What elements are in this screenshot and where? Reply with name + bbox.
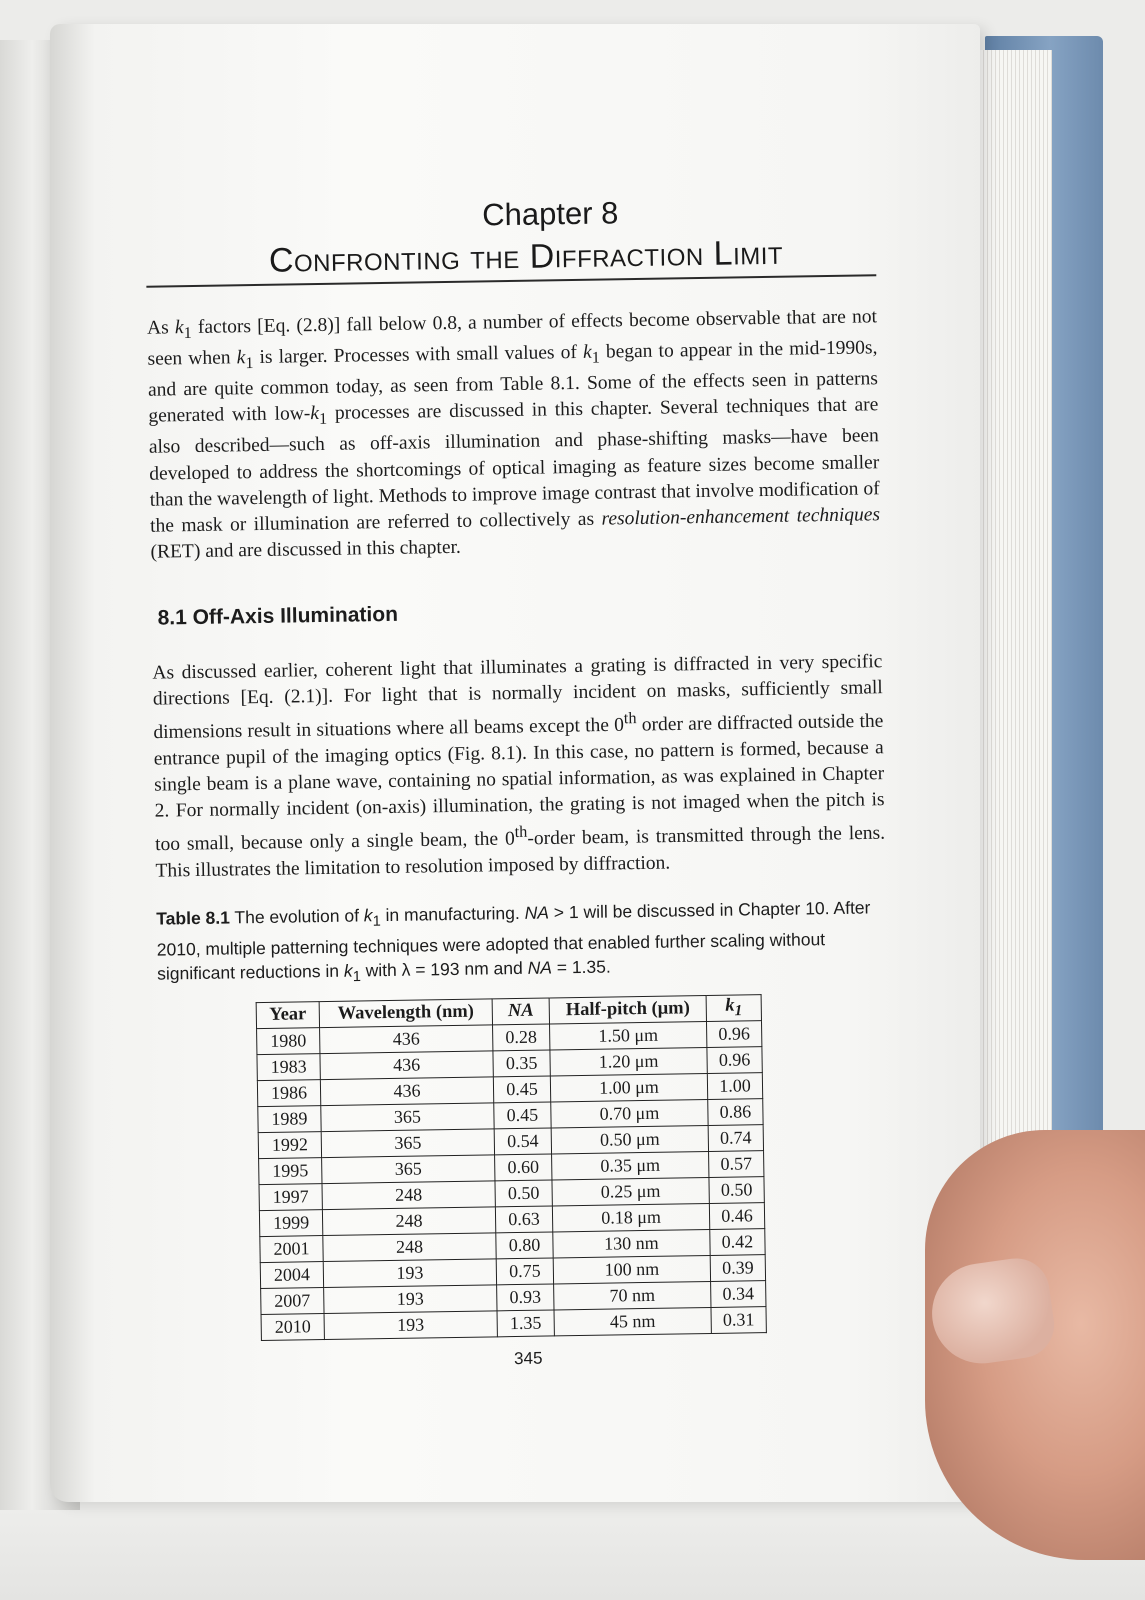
table-body	[257, 1021, 767, 1341]
header-k1: $k_1$	[706, 995, 761, 1022]
cell-year: 1997	[259, 1184, 322, 1211]
intro-paragraph: As $k_1$ factors [Eq. (2.8)] fall below 0.8, a number of effects become observable that are not seen when $k_1$ is larger. Processes with small values of $k_1$ began to appear in the mid-1990s, and are quite common today, as seen from Table 8.1. Some of the effects seen in patterns generated with low-$k_1$ processes are discussed in this chapter. Several techniques that are also described—such as off-axis illumination and phase-shifting masks—have been developed to address the shortcomings of optical imaging as feature sizes become smaller than the wavelength of light. Methods to improve image contrast that involve modification of the mask or illumination are referred to collectively as resolution-enhancement techniques (RET) and are discussed in this chapter.	[146, 306, 881, 563]
cell-year: 2010	[261, 1314, 324, 1341]
cell-wavelength: 365	[321, 1103, 494, 1132]
page-number: 345	[513, 1348, 543, 1369]
cell-k1: 0.74	[708, 1125, 763, 1152]
header-wavelength: Wavelength (nm)	[319, 999, 492, 1028]
cell-wavelength: 365	[321, 1129, 494, 1158]
cell-na: 0.45	[493, 1076, 550, 1103]
cell-k1: 0.86	[708, 1099, 763, 1126]
table-caption: Table 8.1 The evolution of $k_1$ in manufacturing. NA > 1 will be discussed in Chapter 10. After 2010, multiple patterning techniques were adopted that enabled further scaling without significant reductions in $k_1$ with λ = 193 nm and NA = 1.35.	[156, 897, 871, 985]
cell-wavelength: 365	[322, 1155, 495, 1184]
cell-wavelength: 248	[323, 1233, 496, 1262]
cell-half-pitch: 130 nm	[553, 1230, 710, 1258]
page-content	[145, 190, 893, 1374]
cell-k1: 0.46	[709, 1203, 764, 1230]
cell-year: 1995	[259, 1158, 322, 1185]
header-half-pitch: Half-pitch (μm)	[549, 996, 706, 1024]
cell-wavelength: 193	[323, 1259, 496, 1288]
cell-wavelength: 436	[320, 1077, 493, 1106]
cell-k1: 0.96	[706, 1021, 761, 1048]
cell-year: 1992	[258, 1132, 321, 1159]
cell-year: 1983	[257, 1054, 320, 1081]
cell-year: 2001	[260, 1236, 323, 1263]
cell-wavelength: 248	[322, 1207, 495, 1236]
cell-k1: 0.39	[710, 1255, 765, 1282]
cell-half-pitch: 0.18 μm	[552, 1204, 709, 1232]
cell-na: 0.60	[495, 1154, 552, 1181]
cell-wavelength: 436	[320, 1025, 493, 1054]
cell-half-pitch: 70 nm	[554, 1282, 711, 1310]
cell-wavelength: 193	[324, 1311, 497, 1340]
cell-wavelength: 193	[324, 1285, 497, 1314]
cell-wavelength: 248	[322, 1181, 495, 1210]
header-na: NA	[492, 998, 549, 1025]
cell-half-pitch: 100 nm	[553, 1256, 710, 1284]
cell-half-pitch: 0.25 μm	[552, 1178, 709, 1206]
cell-year: 2004	[260, 1262, 323, 1289]
chapter-title: Confronting the Diffraction Limit	[268, 233, 784, 280]
chapter-label: Chapter 8	[481, 195, 619, 233]
cell-k1: 1.00	[707, 1073, 762, 1100]
cell-na: 0.45	[494, 1102, 551, 1129]
section-heading: 8.1 Off-Axis Illumination	[157, 602, 399, 630]
cell-na: 0.54	[494, 1128, 551, 1155]
cell-year: 1986	[257, 1080, 320, 1107]
section-paragraph: As discussed earlier, coherent light that illuminates a grating is diffracted in very specific directions [Eq. (2.1)]. For light that is normally incident on masks, sufficiently small dimensions result in situations where all beams except the 0th order are diffracted outside the entrance pupil of the imaging optics (Fig. 8.1). In this case, no pattern is formed, because a single beam is a plane wave, containing no spatial information, as was explained in Chapter 2. For normally incident (on-axis) illumination, the grating is not imaged when the pitch is too small, because only a single beam, the 0th-order beam, is transmitted through the lens. This illustrates the limitation to resolution imposed by diffraction.	[152, 650, 886, 882]
cell-na: 0.80	[496, 1232, 553, 1259]
cell-year: 1989	[258, 1106, 321, 1133]
cell-k1: 0.42	[710, 1229, 765, 1256]
cell-k1: 0.57	[709, 1151, 764, 1178]
cell-half-pitch: 1.50 μm	[550, 1022, 707, 1050]
cell-half-pitch: 45 nm	[554, 1308, 711, 1336]
cell-half-pitch: 0.35 μm	[552, 1152, 709, 1180]
cell-k1: 0.34	[711, 1281, 766, 1308]
cell-k1: 0.31	[711, 1307, 766, 1334]
cell-na: 0.75	[496, 1258, 553, 1285]
cell-na: 0.63	[495, 1206, 552, 1233]
cell-year: 1999	[259, 1210, 322, 1237]
cell-na: 0.50	[495, 1180, 552, 1207]
cell-half-pitch: 1.00 μm	[550, 1074, 707, 1102]
cell-year: 1980	[257, 1028, 320, 1055]
cell-na: 0.28	[493, 1024, 550, 1051]
cell-k1: 0.96	[707, 1047, 762, 1074]
cell-wavelength: 436	[320, 1051, 493, 1080]
cell-year: 2007	[261, 1288, 324, 1315]
cell-half-pitch: 0.70 μm	[551, 1100, 708, 1128]
cell-na: 0.35	[493, 1050, 550, 1077]
cell-half-pitch: 1.20 μm	[550, 1048, 707, 1076]
cell-na: 1.35	[497, 1310, 554, 1337]
k1-evolution-table	[256, 994, 767, 1341]
cell-k1: 0.50	[709, 1177, 764, 1204]
cell-half-pitch: 0.50 μm	[551, 1126, 708, 1154]
cell-na: 0.93	[497, 1284, 554, 1311]
header-year: Year	[256, 1002, 319, 1029]
